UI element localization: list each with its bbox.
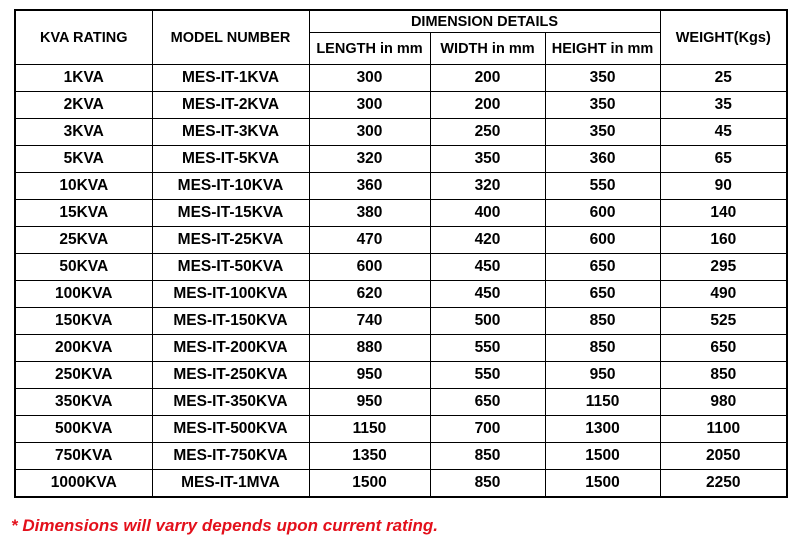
cell-length: 300 — [309, 119, 430, 146]
cell-width: 500 — [430, 308, 545, 335]
cell-width: 350 — [430, 146, 545, 173]
table-body — [15, 65, 787, 498]
cell-width: 550 — [430, 362, 545, 389]
cell-width: 850 — [430, 443, 545, 470]
cell-height: 600 — [545, 200, 660, 227]
cell-height: 1150 — [545, 389, 660, 416]
dimension-note: * Dimensions will varry depends upon current rating. — [11, 516, 438, 535]
cell-height: 650 — [545, 254, 660, 281]
cell-length: 600 — [309, 254, 430, 281]
cell-width: 400 — [430, 200, 545, 227]
cell-model-number: MES-IT-1MVA — [152, 470, 309, 498]
cell-height: 950 — [545, 362, 660, 389]
cell-length: 320 — [309, 146, 430, 173]
cell-width: 650 — [430, 389, 545, 416]
cell-height: 1300 — [545, 416, 660, 443]
cell-weight: 525 — [660, 308, 787, 335]
cell-kva-rating: 750KVA — [15, 443, 152, 470]
table-header — [15, 10, 787, 65]
header-model-number: MODEL NUMBER — [152, 10, 309, 65]
cell-width: 200 — [430, 92, 545, 119]
cell-height: 350 — [545, 92, 660, 119]
cell-weight: 650 — [660, 335, 787, 362]
cell-width: 450 — [430, 254, 545, 281]
table-row — [15, 443, 787, 470]
cell-model-number: MES-IT-350KVA — [152, 389, 309, 416]
cell-model-number: MES-IT-5KVA — [152, 146, 309, 173]
cell-weight: 2250 — [660, 470, 787, 498]
cell-length: 360 — [309, 173, 430, 200]
cell-width: 420 — [430, 227, 545, 254]
table-row — [15, 470, 787, 498]
cell-kva-rating: 1KVA — [15, 65, 152, 92]
cell-kva-rating: 15KVA — [15, 200, 152, 227]
cell-height: 350 — [545, 65, 660, 92]
cell-width: 850 — [430, 470, 545, 498]
cell-height: 650 — [545, 281, 660, 308]
cell-width: 320 — [430, 173, 545, 200]
cell-height: 850 — [545, 335, 660, 362]
cell-kva-rating: 50KVA — [15, 254, 152, 281]
header-length: LENGTH in mm — [309, 33, 430, 65]
cell-kva-rating: 10KVA — [15, 173, 152, 200]
cell-length: 380 — [309, 200, 430, 227]
cell-weight: 25 — [660, 65, 787, 92]
cell-length: 1500 — [309, 470, 430, 498]
cell-weight: 490 — [660, 281, 787, 308]
cell-model-number: MES-IT-50KVA — [152, 254, 309, 281]
cell-model-number: MES-IT-750KVA — [152, 443, 309, 470]
cell-weight: 160 — [660, 227, 787, 254]
cell-length: 300 — [309, 92, 430, 119]
header-weight: WEIGHT(Kgs) — [660, 10, 787, 65]
cell-width: 200 — [430, 65, 545, 92]
cell-kva-rating: 200KVA — [15, 335, 152, 362]
table-row — [15, 173, 787, 200]
header-dimension-details: DIMENSION DETAILS — [309, 10, 660, 33]
cell-kva-rating: 2KVA — [15, 92, 152, 119]
cell-width: 550 — [430, 335, 545, 362]
cell-width: 450 — [430, 281, 545, 308]
cell-kva-rating: 350KVA — [15, 389, 152, 416]
cell-length: 620 — [309, 281, 430, 308]
cell-weight: 295 — [660, 254, 787, 281]
cell-length: 740 — [309, 308, 430, 335]
cell-weight: 65 — [660, 146, 787, 173]
cell-kva-rating: 150KVA — [15, 308, 152, 335]
cell-length: 1350 — [309, 443, 430, 470]
cell-model-number: MES-IT-200KVA — [152, 335, 309, 362]
cell-weight: 980 — [660, 389, 787, 416]
cell-model-number: MES-IT-100KVA — [152, 281, 309, 308]
cell-length: 1150 — [309, 416, 430, 443]
table-row — [15, 119, 787, 146]
cell-model-number: MES-IT-3KVA — [152, 119, 309, 146]
cell-weight: 45 — [660, 119, 787, 146]
cell-kva-rating: 100KVA — [15, 281, 152, 308]
cell-weight: 850 — [660, 362, 787, 389]
table-row — [15, 308, 787, 335]
cell-model-number: MES-IT-25KVA — [152, 227, 309, 254]
cell-weight: 35 — [660, 92, 787, 119]
cell-weight: 140 — [660, 200, 787, 227]
table-row — [15, 146, 787, 173]
cell-length: 950 — [309, 389, 430, 416]
table-row — [15, 362, 787, 389]
cell-length: 950 — [309, 362, 430, 389]
cell-model-number: MES-IT-1KVA — [152, 65, 309, 92]
cell-length: 470 — [309, 227, 430, 254]
cell-model-number: MES-IT-500KVA — [152, 416, 309, 443]
cell-height: 550 — [545, 173, 660, 200]
table-row — [15, 254, 787, 281]
table-row — [15, 389, 787, 416]
cell-kva-rating: 3KVA — [15, 119, 152, 146]
cell-width: 700 — [430, 416, 545, 443]
header-height: HEIGHT in mm — [545, 33, 660, 65]
cell-kva-rating: 5KVA — [15, 146, 152, 173]
cell-kva-rating: 250KVA — [15, 362, 152, 389]
cell-kva-rating: 500KVA — [15, 416, 152, 443]
table-row — [15, 200, 787, 227]
cell-model-number: MES-IT-10KVA — [152, 173, 309, 200]
cell-height: 600 — [545, 227, 660, 254]
cell-weight: 90 — [660, 173, 787, 200]
cell-height: 1500 — [545, 470, 660, 498]
cell-model-number: MES-IT-2KVA — [152, 92, 309, 119]
table-row — [15, 92, 787, 119]
dimension-spec-table — [14, 9, 788, 498]
cell-length: 300 — [309, 65, 430, 92]
cell-height: 350 — [545, 119, 660, 146]
table-row — [15, 281, 787, 308]
cell-height: 850 — [545, 308, 660, 335]
cell-height: 1500 — [545, 443, 660, 470]
cell-model-number: MES-IT-150KVA — [152, 308, 309, 335]
cell-width: 250 — [430, 119, 545, 146]
header-kva-rating: KVA RATING — [15, 10, 152, 65]
table-row — [15, 335, 787, 362]
cell-weight: 1100 — [660, 416, 787, 443]
cell-kva-rating: 1000KVA — [15, 470, 152, 498]
cell-kva-rating: 25KVA — [15, 227, 152, 254]
cell-weight: 2050 — [660, 443, 787, 470]
header-width: WIDTH in mm — [430, 33, 545, 65]
spec-table-container — [14, 9, 786, 498]
table-row — [15, 416, 787, 443]
cell-model-number: MES-IT-250KVA — [152, 362, 309, 389]
cell-length: 880 — [309, 335, 430, 362]
table-row — [15, 227, 787, 254]
cell-height: 360 — [545, 146, 660, 173]
cell-model-number: MES-IT-15KVA — [152, 200, 309, 227]
table-row — [15, 65, 787, 92]
